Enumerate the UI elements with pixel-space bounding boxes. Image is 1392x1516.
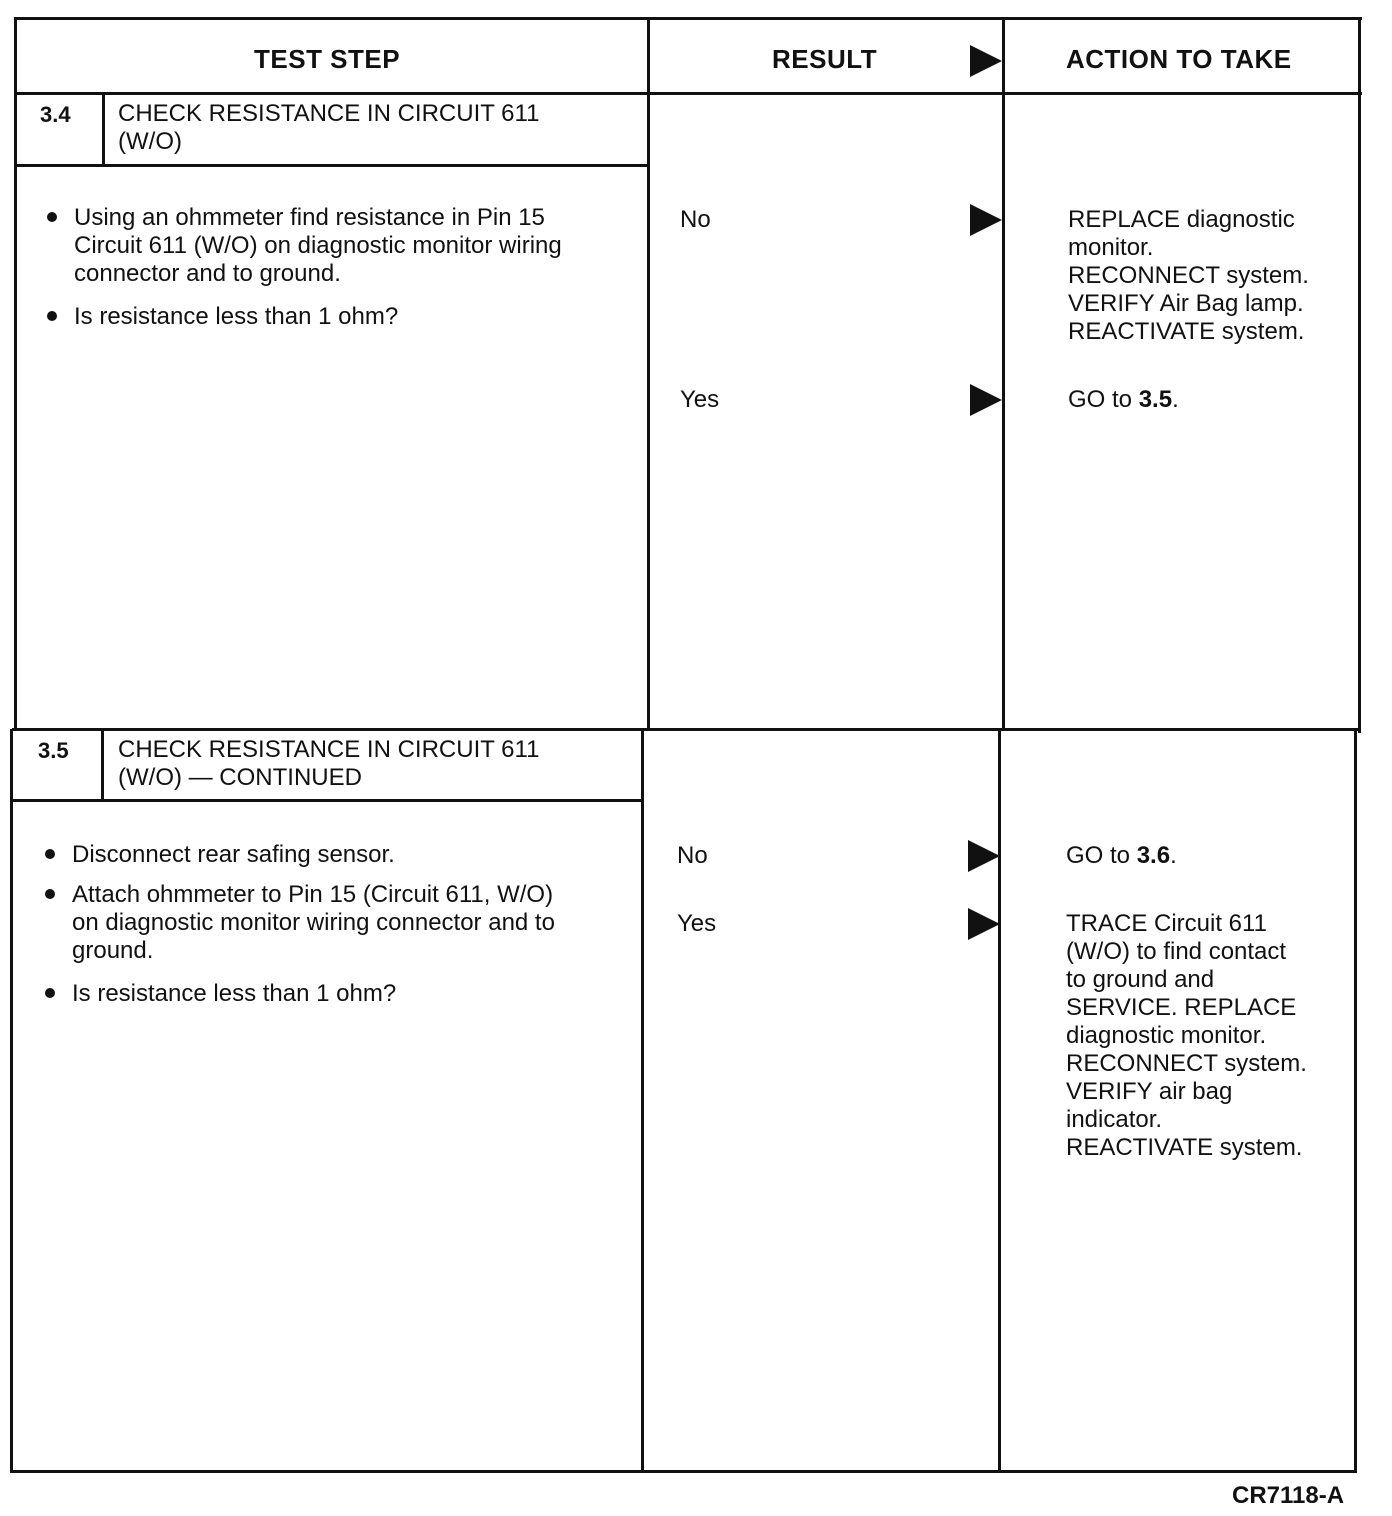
step-3-5-action-yes-line2: (W/O) to find contact [1066,938,1287,965]
header-action-to-take: ACTION TO TAKE [1066,44,1292,74]
step-3-4-action-no-line5: REACTIVATE system. [1068,318,1305,345]
table-border-top [16,17,1362,20]
step-3-5-action-yes-line4: SERVICE. REPLACE [1066,994,1297,1021]
step-3-5-result-no: No [677,842,708,869]
column-divider-1-lower [641,729,644,1473]
step-3-4-result-no: No [680,206,711,233]
step-3-4-result-yes-arrow-icon [970,384,1002,416]
table-border-left-lower [10,729,13,1473]
step-ref: 3.5 [1138,386,1173,413]
header-divider [16,92,1362,95]
step-3-5-bullet-3-line1: Is resistance less than 1 ohm? [72,980,397,1007]
header-test-step: TEST STEP [254,44,401,74]
step-3-4-bullet-2-line1: Is resistance less than 1 ohm? [74,303,399,330]
figure-code: CR7118-A [1232,1482,1345,1509]
step-3-4-title-line2: (W/O) [118,128,182,155]
table-border-bottom [10,1470,1357,1473]
step-3-5-bullet-2-line1: Attach ohmmeter to Pin 15 (Circuit 611, W/O) [72,881,554,908]
step-3-5-action-yes-line8: indicator. [1066,1106,1163,1133]
step-3-5-action-no: GO to 3.6. [1066,842,1177,869]
step-3-5-action-yes-line6: RECONNECT system. [1066,1050,1307,1077]
step-3-5-title-line2: (W/O) — CONTINUED [118,764,362,791]
table-border-right-lower [1354,729,1357,1473]
step-3-4-action-no-line4: VERIFY Air Bag lamp. [1068,290,1304,317]
step-3-5-bullet-1-line1: Disconnect rear safing sensor. [72,841,395,868]
step-3-4-action-no-line3: RECONNECT system. [1068,262,1309,289]
step-3-4-action-no-line2: monitor. [1068,234,1154,261]
step-divider [12,728,1360,731]
step-3-5-bullet-2-line2: on diagnostic monitor wiring connector and to [72,909,555,936]
step-3-5-bullet-2-line3: ground. [72,937,154,964]
step-3-5-result-yes: Yes [677,910,717,937]
step-3-4-result-yes: Yes [680,386,720,413]
bullet-icon [45,849,55,859]
header-result: RESULT [772,44,878,74]
step-3-4-title-bottom [16,164,648,167]
step-3-5-title-line1: CHECK RESISTANCE IN CIRCUIT 611 [118,736,540,763]
step-3-4-title-line1: CHECK RESISTANCE IN CIRCUIT 611 [118,100,540,127]
step-3-5-action-yes-line9: REACTIVATE system. [1066,1134,1303,1161]
step-3-4-bullet-1-line2: Circuit 611 (W/O) on diagnostic monitor wiring [74,232,562,259]
step-3-4-bullet-1-line3: connector and to ground. [74,260,341,287]
header-arrow-icon [970,45,1002,77]
bullet-icon [47,212,57,222]
step-3-5-action-yes-line5: diagnostic monitor. [1066,1022,1267,1049]
step-ref: 3.6 [1136,842,1171,869]
step-3-4-result-no-arrow-icon [970,204,1002,236]
step-3-4-number-divider [102,94,105,165]
step-3-5-title-bottom [12,799,643,802]
column-divider-2 [1002,17,1005,729]
table-border-left [14,17,17,729]
step-3-5-result-yes-arrow-icon [968,908,1000,940]
step-3-5-result-no-arrow-icon [968,840,1000,872]
step-3-4-action-no-line1: REPLACE diagnostic [1068,206,1295,233]
bullet-icon [45,988,55,998]
bullet-icon [47,311,57,321]
bullet-icon [45,889,55,899]
step-3-4-number: 3.4 [40,102,71,127]
step-3-5-action-yes-line7: VERIFY air bag [1066,1078,1233,1105]
step-3-4-action-yes: GO to 3.5. [1068,386,1179,413]
step-3-5-action-yes-line3: to ground and [1066,966,1215,993]
step-3-5-action-yes-line1: TRACE Circuit 611 [1066,910,1267,937]
column-divider-1 [647,17,650,729]
table-border-right [1358,17,1361,733]
step-3-5-number-divider [101,730,104,800]
step-3-4-bullet-1-line1: Using an ohmmeter find resistance in Pin 15 [74,204,545,231]
step-3-5-number: 3.5 [38,738,69,763]
